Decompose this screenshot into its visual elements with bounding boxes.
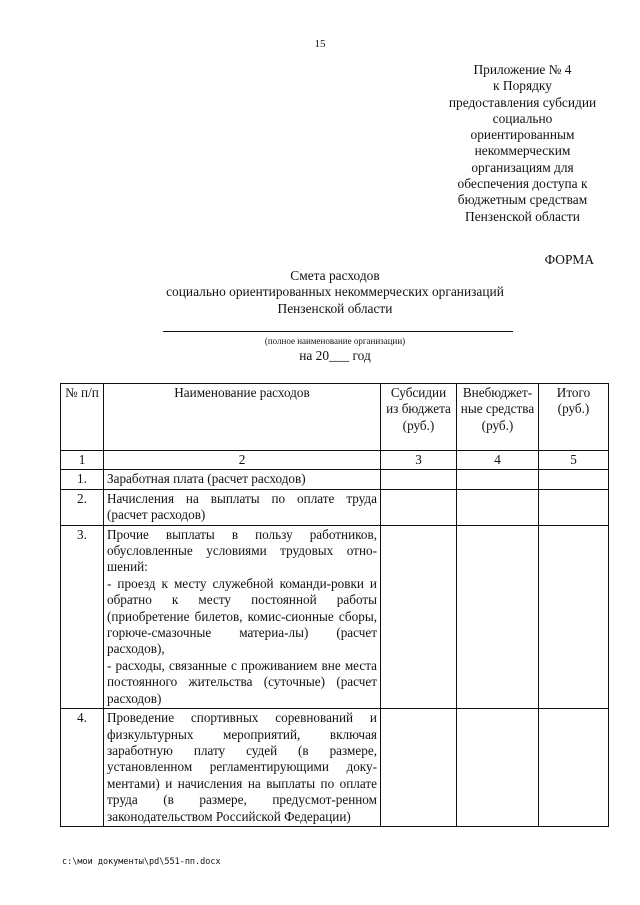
footer-file-path: c:\мои документы\pd\551-пп.docx	[62, 857, 221, 867]
row-total	[539, 709, 609, 827]
appendix-line: организациям для	[471, 159, 574, 175]
column-number-row	[61, 451, 609, 470]
row-total	[539, 470, 609, 489]
header-subsidy: Субсидии из бюджета (руб.)	[381, 384, 457, 451]
header-num: № п/п	[61, 384, 104, 451]
header-name: Наименование расходов	[104, 384, 381, 451]
row-subsidy	[381, 470, 457, 489]
row-subsidy	[381, 709, 457, 827]
table-header-row	[61, 384, 609, 451]
row-name: Прочие выплаты в пользу работников, обусловленные условиями трудовых отно-шений: - проезд к месту служебной команди-ровки и обратно к месту постоянной работы (приобретение билетов, комис-сионные сборы, горюче-смазочные материа-лы) (расчет расходов), - расходы, связанные с проживанием вне места постоянного жительства (суточные) (расчет расходов)	[104, 525, 381, 708]
row-extrabudget	[457, 470, 539, 489]
row-subsidy	[381, 525, 457, 708]
table-row	[61, 470, 609, 489]
year-line: на 20___ год	[299, 348, 371, 363]
organization-caption: (полное наименование организации)	[264, 336, 406, 346]
appendix-line: ориентированным	[470, 127, 575, 143]
column-number: 2	[104, 451, 381, 470]
page-number: 15	[314, 38, 326, 50]
forma-label: ФОРМА	[544, 252, 594, 267]
row-total	[539, 525, 609, 708]
appendix-line: обеспечения доступа к	[457, 176, 588, 192]
row-extrabudget	[457, 525, 539, 708]
appendix-line: Пензенской области	[465, 208, 580, 224]
appendix-line: предоставления субсидии	[448, 94, 597, 110]
appendix-line: социально	[492, 110, 553, 126]
expense-table	[60, 383, 609, 827]
title-line: социально ориентированных некоммерческих организаций	[166, 284, 504, 300]
column-number: 4	[457, 451, 539, 470]
row-total	[539, 489, 609, 525]
row-num: 2.	[61, 489, 104, 525]
header-extrabudget: Внебюджет-ные средства (руб.)	[457, 384, 539, 451]
column-number: 3	[381, 451, 457, 470]
row-subsidy	[381, 489, 457, 525]
row-num: 1.	[61, 470, 104, 489]
row-name: Начисления на выплаты по оплате труда (расчет расходов)	[104, 489, 381, 525]
column-number: 1	[61, 451, 104, 470]
row-extrabudget	[457, 709, 539, 827]
table-row	[61, 489, 609, 525]
appendix-line: Приложение № 4	[473, 62, 572, 77]
row-name: Проведение спортивных соревнований и физкультурных мероприятий, включая заработную плату судей (в размере, установленном регламентирующими доку-ментами) и начисления на выплаты по оплате труда (в размере, предусмот-ренном законодательством Российской Федерации)	[104, 709, 381, 827]
table-row	[61, 709, 609, 827]
appendix-line: бюджетным средствам	[457, 192, 588, 208]
appendix-block	[420, 62, 625, 225]
row-extrabudget	[457, 489, 539, 525]
row-num: 3.	[61, 525, 104, 708]
appendix-line: некоммерческим	[474, 143, 571, 159]
title-line: Смета расходов	[290, 268, 380, 283]
table-row	[61, 525, 609, 708]
appendix-line: к Порядку	[493, 78, 552, 94]
row-name: Заработная плата (расчет расходов)	[104, 470, 381, 489]
column-number: 5	[539, 451, 609, 470]
row-num: 4.	[61, 709, 104, 827]
organization-name-blank	[163, 331, 513, 332]
header-total: Итого (руб.)	[539, 384, 609, 451]
title-line: Пензенской области	[277, 300, 393, 316]
document-title	[0, 268, 640, 317]
